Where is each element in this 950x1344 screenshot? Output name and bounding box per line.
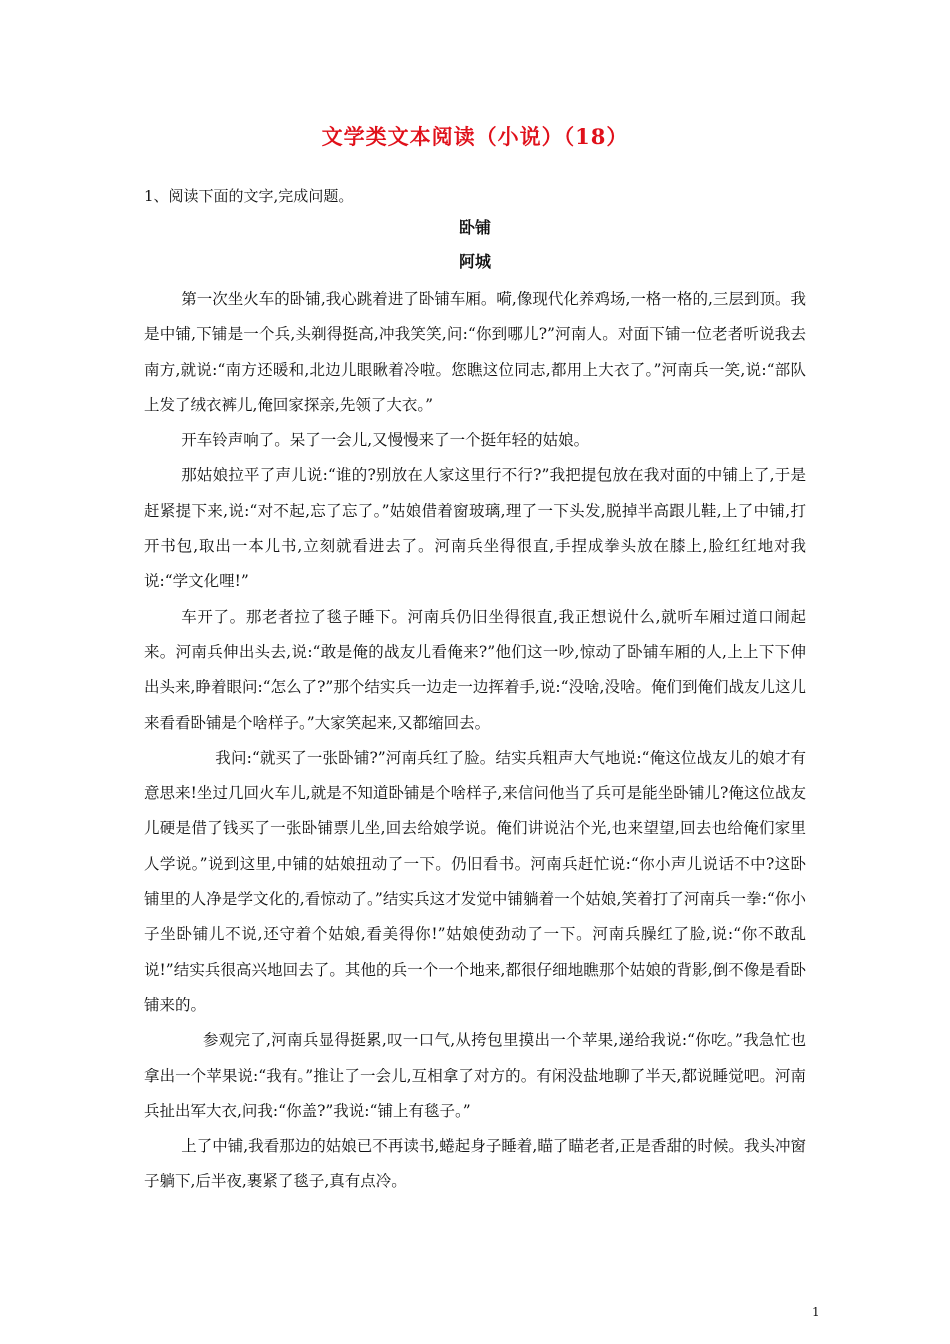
page-number: 1	[812, 1305, 820, 1319]
paragraph: 那姑娘拉平了声儿说:“谁的?别放在人家这里行不行?”我把提包放在我对面的中铺上了,于是赶紧提下来,说:“对不起,忘了忘了。”姑娘借着窗玻璃,理了一下头发,脱掉半高跟儿鞋,上了中铺,打开书包,取出一本儿书,立刻就看进去了。河南兵坐得很直,手捏成拳头放在膝上,脸红红地对我说:“学文化哩!”	[144, 466, 806, 591]
paragraph: 开车铃声响了。呆了一会儿,又慢慢来了一个挺年轻的姑娘。	[181, 431, 590, 450]
paragraph: 上了中铺,我看那边的姑娘已不再读书,蜷起身子睡着,瞄了瞄老者,正是香甜的时候。我头冲窗子躺下,后半夜,裹紧了毯子,真有点冷。	[144, 1137, 806, 1191]
story-title: 卧铺	[458, 218, 491, 237]
document-title: 文学类文本阅读（小说）（18）	[321, 124, 629, 149]
paragraph: 车开了。那老者拉了毯子睡下。河南兵仍旧坐得很直,我正想说什么,就听车厢过道口闹起来。河南兵伸出头去,说:“敢是俺的战友儿看俺来?”他们这一吵,惊动了卧铺车厢的人,上上下下伸出头来,睁着眼问:“怎么了?”那个结实兵一边走一边挥着手,说:“没啥,没啥。俺们到俺们战友儿这儿来看看卧铺是个啥样子。”大家笑起来,又都缩回去。	[144, 607, 806, 732]
paragraph: 参观完了,河南兵显得挺累,叹一口气,从挎包里摸出一个苹果,递给我说:“你吃。”我急忙也拿出一个苹果说:“我有。”推让了一会儿,互相拿了对方的。有闲没盐地聊了半天,都说睡觉吧。河南兵扯出军大衣,问我:“你盖?”我说:“铺上有毯子。”	[144, 1031, 806, 1120]
paragraph: 我问:“就买了一张卧铺?”河南兵红了脸。结实兵粗声大气地说:“俺这位战友儿的娘才有意思来!坐过几回火车儿,就是不知道卧铺是个啥样子,来信问他当了兵可是能坐卧铺儿?俺这位战友儿硬是借了钱买了一张卧铺票儿坐,回去给娘学说。俺们讲说沾个光,也来望望,回去也给俺们家里人学说。”说到这里,中铺的姑娘扭动了一下。仍旧看书。河南兵赶忙说:“你小声儿说话不中?这卧铺里的人净是学文化的,看惊动了。”结实兵这才发觉中铺躺着一个姑娘,笑着打了河南兵一拳:“你小子坐卧铺儿不说,还守着个姑娘,看美得你!”姑娘使劲动了一下。河南兵臊红了脸,说:“你不敢乱说!”结实兵很高兴地回去了。其他的兵一个一个地来,都很仔细地瞧那个姑娘的背影,倒不像是看卧铺来的。	[144, 748, 806, 1014]
question-prompt: 1、阅读下面的文字,完成问题。	[144, 187, 354, 205]
story-body	[144, 282, 806, 1200]
paragraph: 第一次坐火车的卧铺,我心跳着进了卧铺车厢。嗬,像现代化养鸡场,一格一格的,三层到顶。我是中铺,下铺是一个兵,头剃得挺高,冲我笑笑,问:“你到哪儿?”河南人。对面下铺一位老者听说我去南方,就说:“南方还暖和,北边儿眼瞅着冷啦。您瞧这位同志,都用上大衣了。”河南兵一笑,说:“部队上发了绒衣裤儿,俺回家探亲,先领了大衣。”	[144, 290, 806, 414]
story-author: 阿城	[458, 252, 491, 271]
